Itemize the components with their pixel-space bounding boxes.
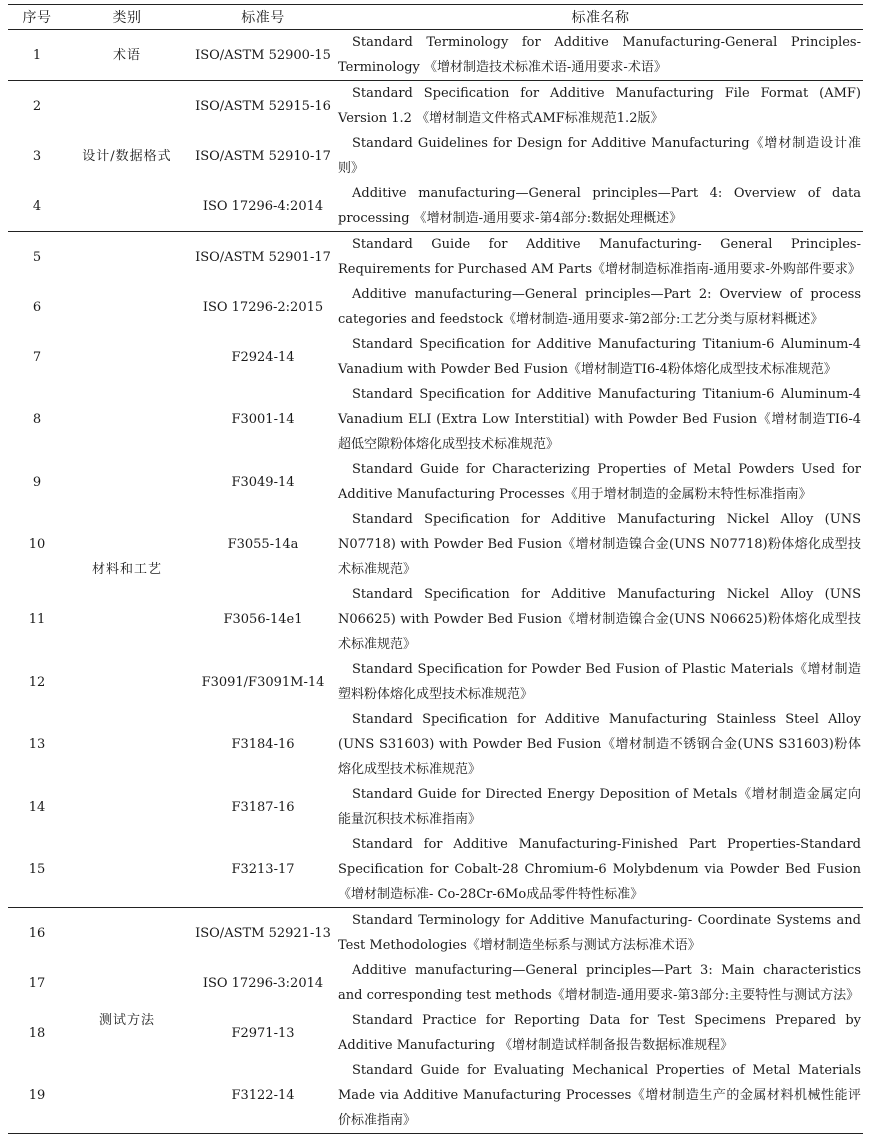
standard-no: ISO/ASTM 52900-15 bbox=[188, 30, 338, 81]
category-cell: 测试方法 bbox=[66, 908, 188, 1134]
standard-name: Additive manufacturing—General principles—Part 2: Overview of process categories and feedstock《增材制造-通用要求-第2部分:工艺分类与原材料概述》 bbox=[338, 287, 861, 327]
standard-name: Standard Specification for Additive Manufacturing File Format (AMF) Version 1.2 《增材制造文件格式AMF标准规范1.2版》 bbox=[338, 81, 863, 132]
row-no: 19 bbox=[8, 1058, 66, 1134]
category-cell: 设计/数据格式 bbox=[66, 81, 188, 232]
standard-name: Standard Specification for Additive Manufacturing Stainless Steel Alloy (UNS S31603) with Powder Bed Fusion《增材制造不锈钢合金(UNS S31603)粉体熔化成型技术标准规范》 bbox=[338, 712, 861, 777]
standard-no: F3213-17 bbox=[231, 862, 295, 877]
standard-name: Standard Terminology for Additive Manufacturing- Coordinate Systems and Test Methodologies《增材制造坐标系与测试方法标准术语》 bbox=[338, 908, 863, 959]
standard-no: ISO/ASTM 52915-16 bbox=[188, 81, 338, 132]
standard-no: F3001-14 bbox=[231, 412, 295, 427]
row-no: 6 bbox=[32, 299, 42, 315]
standard-no: ISO 17296-3:2014 bbox=[202, 975, 324, 991]
standard-no: F3122-14 bbox=[188, 1058, 338, 1134]
standard-name: Additive manufacturing—General principles—Part 4: Overview of data processing 《增材制造-通用要求-第4部分:数据处理概述》 bbox=[338, 186, 861, 226]
standard-name: Standard Specification for Powder Bed Fusion of Plastic Materials《增材制造塑料粉体熔化成型技术标准规范》 bbox=[338, 662, 861, 702]
standard-name: Standard Guide for Additive Manufacturing- General Principles- Requirements for Purchased AM Parts《增材制造标准指南-通用要求-外购部件要求》 bbox=[338, 232, 863, 283]
row-no: 10 bbox=[28, 537, 46, 552]
header-category: 类别 bbox=[66, 5, 188, 30]
header-no: 序号 bbox=[8, 5, 66, 30]
row-no: 14 bbox=[28, 799, 46, 815]
standard-no: F3049-14 bbox=[231, 474, 295, 490]
row-no: 2 bbox=[8, 81, 66, 132]
standard-name: Standard Specification for Additive Manufacturing Nickel Alloy (UNS N07718) with Powder Bed Fusion《增材制造镍合金(UNS N07718)粉体熔化成型技术标准规范》 bbox=[338, 512, 861, 577]
row-no: 15 bbox=[28, 862, 46, 877]
standard-no: F3056-14e1 bbox=[223, 612, 303, 627]
row-no: 7 bbox=[32, 349, 42, 365]
row-no: 17 bbox=[28, 975, 46, 991]
header-name: 标准名称 bbox=[338, 5, 863, 30]
standard-name: Additive manufacturing—General principles—Part 3: Main characteristics and corresponding test methods《增材制造-通用要求-第3部分:主要特性与测试方法》 bbox=[338, 963, 861, 1003]
row-no: 16 bbox=[8, 908, 66, 959]
standard-name: Standard Guide for Evaluating Mechanical Properties of Metal Materials Made via Additive Manufacturing Processes《增材制造生产的金属材料机械性能评价标准指南》 bbox=[338, 1058, 863, 1134]
table-row bbox=[8, 232, 863, 283]
row-no: 13 bbox=[28, 737, 46, 752]
standard-name: Standard Practice for Reporting Data for Test Specimens Prepared by Additive Manufacturing 《增材制造试样制备报告数据标准规程》 bbox=[338, 1013, 861, 1053]
standard-name: Standard for Additive Manufacturing-Finished Part Properties-Standard Specification for Cobalt-28 Chromium-6 Molybdenum via Powder Bed Fusion《增材制造标准- Co-28Cr-6Mo成品零件特性标准》 bbox=[338, 837, 861, 902]
standard-name: Standard Guidelines for Design for Additive Manufacturing《增材制造设计准则》 bbox=[338, 136, 861, 176]
row-no: 12 bbox=[28, 674, 46, 690]
table-header bbox=[8, 5, 863, 30]
standard-no: ISO 17296-4:2014 bbox=[202, 198, 324, 214]
standard-no: F3055-14a bbox=[227, 537, 299, 552]
row-no: 5 bbox=[8, 232, 66, 283]
category-cell: 材料和工艺 bbox=[66, 232, 188, 908]
row-no: 8 bbox=[32, 412, 42, 427]
standard-no: ISO/ASTM 52910-17 bbox=[195, 148, 331, 164]
header-row bbox=[8, 5, 863, 30]
table-row bbox=[8, 81, 863, 132]
table-row bbox=[8, 30, 863, 81]
row-no: 11 bbox=[28, 612, 46, 627]
header-standard: 标准号 bbox=[188, 5, 338, 30]
standard-name: Standard Specification for Additive Manufacturing Titanium-6 Aluminum-4 Vanadium with Powder Bed Fusion《增材制造TI6-4粉体熔化成型技术标准规范》 bbox=[338, 337, 861, 377]
standard-no: ISO/ASTM 52901-17 bbox=[188, 232, 338, 283]
row-no: 1 bbox=[8, 30, 66, 81]
standard-no: F3091/F3091M-14 bbox=[201, 674, 325, 690]
standard-no: F3187-16 bbox=[231, 799, 295, 815]
standard-no: F2971-13 bbox=[231, 1025, 295, 1041]
standard-name: Standard Specification for Additive Manufacturing Nickel Alloy (UNS N06625) with Powder Bed Fusion《增材制造镍合金(UNS N06625)粉体熔化成型技术标准规范》 bbox=[338, 587, 861, 652]
standard-no: F3184-16 bbox=[231, 737, 295, 752]
standard-name: Standard Terminology for Additive Manufacturing-General Principles-Terminology 《增材制造技术标准术语-通用要求-术语》 bbox=[338, 30, 863, 81]
row-no: 3 bbox=[32, 148, 42, 164]
row-no: 18 bbox=[28, 1025, 46, 1041]
row-no: 9 bbox=[32, 474, 42, 490]
standard-no: ISO/ASTM 52921-13 bbox=[188, 908, 338, 959]
standard-no: ISO 17296-2:2015 bbox=[202, 299, 324, 315]
table-body bbox=[8, 30, 863, 1134]
row-no: 4 bbox=[32, 198, 42, 214]
standard-name: Standard Guide for Directed Energy Deposition of Metals《增材制造金属定向能量沉积技术标准指南》 bbox=[338, 787, 861, 827]
table-row bbox=[8, 908, 863, 959]
standard-name: Standard Specification for Additive Manufacturing Titanium-6 Aluminum-4 Vanadium ELI (Extra Low Interstitial) with Powder Bed Fusion《增材制造TI6-4超低空隙粉体熔化成型技术标准规范》 bbox=[338, 387, 861, 452]
standards-table bbox=[8, 4, 863, 1134]
category-cell: 术语 bbox=[66, 30, 188, 81]
standard-no: F2924-14 bbox=[231, 349, 295, 365]
standard-name: Standard Guide for Characterizing Properties of Metal Powders Used for Additive Manufacturing Processes《用于增材制造的金属粉末特性标准指南》 bbox=[338, 462, 861, 502]
